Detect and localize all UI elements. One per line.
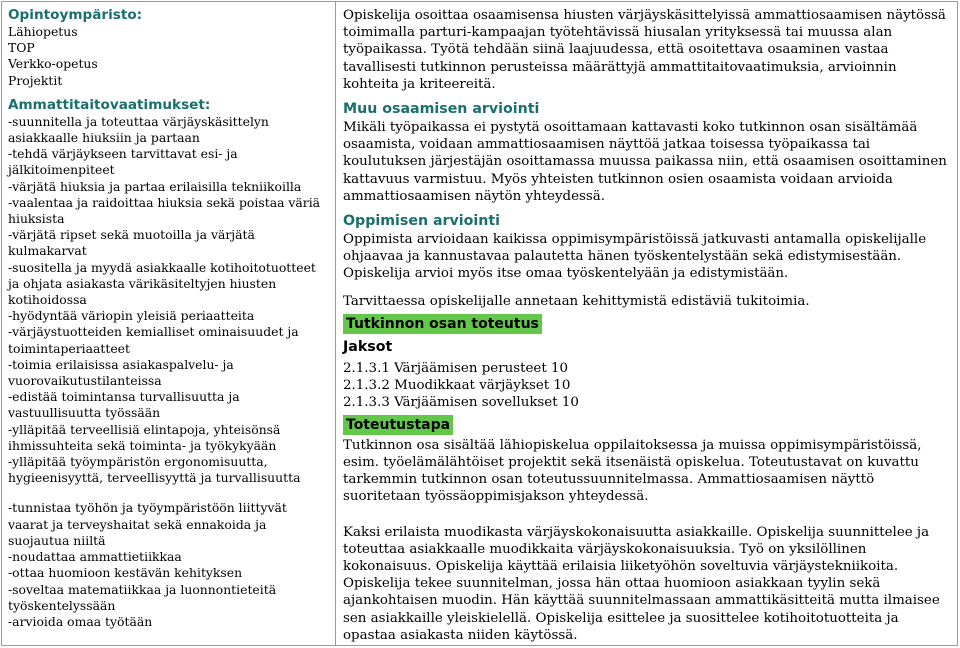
environment-item: TOP — [8, 40, 35, 56]
skills-title: Ammattitaitovaatimukset: — [8, 96, 211, 113]
environment-item: Verkko-opetus — [8, 56, 98, 72]
periods-title: Jaksot — [343, 338, 393, 355]
skill-item: -hyödyntää väriopin yleisiä periaatteita — [8, 308, 255, 324]
skill-item: -soveltaa matematiikkaa ja luonnontieteitä työskentelyssään — [8, 581, 277, 613]
skill-item: -vaalentaa ja raidoittaa hiuksia sekä poistaa väriä hiuksista — [8, 194, 321, 227]
skill-item: -tunnistaa työhön ja työympäristöön liittyvät vaarat ja terveyshaitat sekä ennakoida ja suojautua niiltä — [8, 500, 287, 548]
skill-item: -suunnitella ja toteuttaa värjäyskäsittelyn asiakkaalle hiuksiin ja partaan — [8, 113, 269, 146]
skill-item: -suositella ja myydä asiakkaalle kotihoitotuotteet ja ohjata asiakasta värikäsiteltyjen hiusten kotihoidossa — [8, 259, 316, 308]
learning-assessment-text: Oppimista arvioidaan kaikissa oppimisympäristöissä jatkuvasti antamalla opiskelijalle ohjaavaa ja kannustavaa palautetta hänen työskentelystään sekä edistymisestään. Opiskelija arvioi myös itse omaa työskentelyään ja edistymistään. — [343, 232, 927, 282]
implementation-title: Tutkinnon osan toteutus — [343, 314, 542, 334]
skill-item: -värjäystuotteiden kemialliset ominaisuudet ja toimintaperiaatteet — [8, 324, 299, 356]
other-assessment-text: Mikäli työpaikassa ei pystytä osoittamaan kattavasti koko tutkinnon osan sisältämää osaamista, voidaan ammattiosaamisen näyttöä jatkaa toisessa työpaikassa tai koulutuksen järjestäjän osoittamassa muussa paikassa niin, että osaamisen osoittaminen kattavuus varmistuu. Myös yhteisten tutkinnon osien osaamista voidaan arvioida ammattiosaamisen näytön yhteydessä. — [343, 120, 947, 204]
environment-item: Projektit — [8, 72, 63, 88]
method-text-2: Kaksi erilaista muodikasta värjäyskokonaisuutta asiakkaille. Opiskelija suunnittelee ja toteuttaa asiakkaalle muodikkaita värjäyskokonaisuuksia. Työ on yksilöllinen kokonaisuus. Opiskelija käyttää erilaisia liiketyöhön soveltuvia värjäystekniikoita. Opiskelija tekee suunnitelman, jossa hän ottaa huomioon asiakkaan tyylin sekä ajankohtaisen muodin. Hän käyttää suunnitelmassaan ammattikäsitteitä mutta ilmaisee sen asiakkaille yleiskielellä. Opiskelija esittelee ja suosittelee kotihoitotuotteita ja opastaa asiakasta niiden käytössä. — [343, 524, 940, 643]
method-title: Toteutustapa — [343, 415, 453, 435]
skill-item: -värjätä ripset sekä muotoilla ja värjätä kulmakarvat — [8, 227, 255, 259]
periods-list — [343, 360, 949, 411]
skill-item: -ottaa huomioon kestävän kehityksen — [8, 565, 243, 581]
period-item: 2.1.3.1 Värjäämisen perusteet 10 — [343, 360, 569, 376]
right-column — [336, 2, 957, 645]
support-text: Tarvittaessa opiskelijalle annetaan kehittymistä edistäviä tukitoimia. — [343, 293, 810, 309]
left-column — [2, 2, 336, 645]
skill-item: -arvioida omaa työtään — [8, 613, 153, 629]
document-table — [1, 1, 958, 646]
skill-item: -värjätä hiuksia ja partaa erilaisilla tekniikoilla — [8, 178, 302, 194]
skill-item: -edistää toimintansa turvallisuutta ja vastuullisuutta työssään — [8, 389, 240, 421]
environment-item: Lähiopetus — [8, 24, 78, 39]
skill-item: -noudattaa ammattietiikkaa — [8, 549, 182, 565]
period-item: 2.1.3.3 Värjäämisen sovellukset 10 — [343, 394, 579, 410]
skill-item: -toimia erilaisissa asiakaspalvelu- ja vuorovaikutustilanteissa — [8, 356, 234, 389]
learning-assessment-title: Oppimisen arviointi — [343, 213, 501, 230]
skill-item: -tehdä värjäykseen tarvittavat esi- ja jälkitoimenpiteet — [8, 146, 238, 178]
intro-paragraph: Opiskelija osoittaa osaamisensa hiusten värjäyskäsittelyissä ammattiosaamisen näytössä toimimalla parturi-kampaajan työtehtävissä hiusalan yrityksessä tai muussa alan työpaikassa. Työtä tehdään siinä laajuudessa, että osoitettava osaaminen vastaa tavallisesti tutkinnon perusteissa määrättyjä ammattitaitovaatimuksia, arvioinnin kohteita ja kriteereitä. — [343, 8, 946, 92]
other-assessment-title: Muu osaamisen arviointi — [343, 101, 540, 118]
environment-title: Opintoympäristo: — [8, 7, 143, 23]
skills-list — [8, 114, 329, 487]
method-text-1: Tutkinnon osa sisältää lähiopiskelua oppilaitoksessa ja muissa oppimisympäristöissä, esim. työelämälähtöiset projektit sekä itsenäistä opiskelua. Toteutustavat on kuvattu tarkemmin tutkinnon osan toteutussuunnitelmassa. Ammattiosaamisen näyttö suoritetaan työssäoppimisjakson yhteydessä. — [343, 437, 922, 505]
skill-item: -ylläpitää terveellisiä elintapoja, yhteisönsä ihmissuhteita sekä toiminta- ja työkykyään — [8, 421, 281, 453]
period-item: 2.1.3.2 Muodikkaat värjäykset 10 — [343, 377, 571, 393]
skills-list-2 — [8, 500, 329, 630]
skill-item: -ylläpitää työympäristön ergonomisuutta, hygieenisyyttä, terveellisyyttä ja turvallisuutta — [8, 454, 301, 486]
